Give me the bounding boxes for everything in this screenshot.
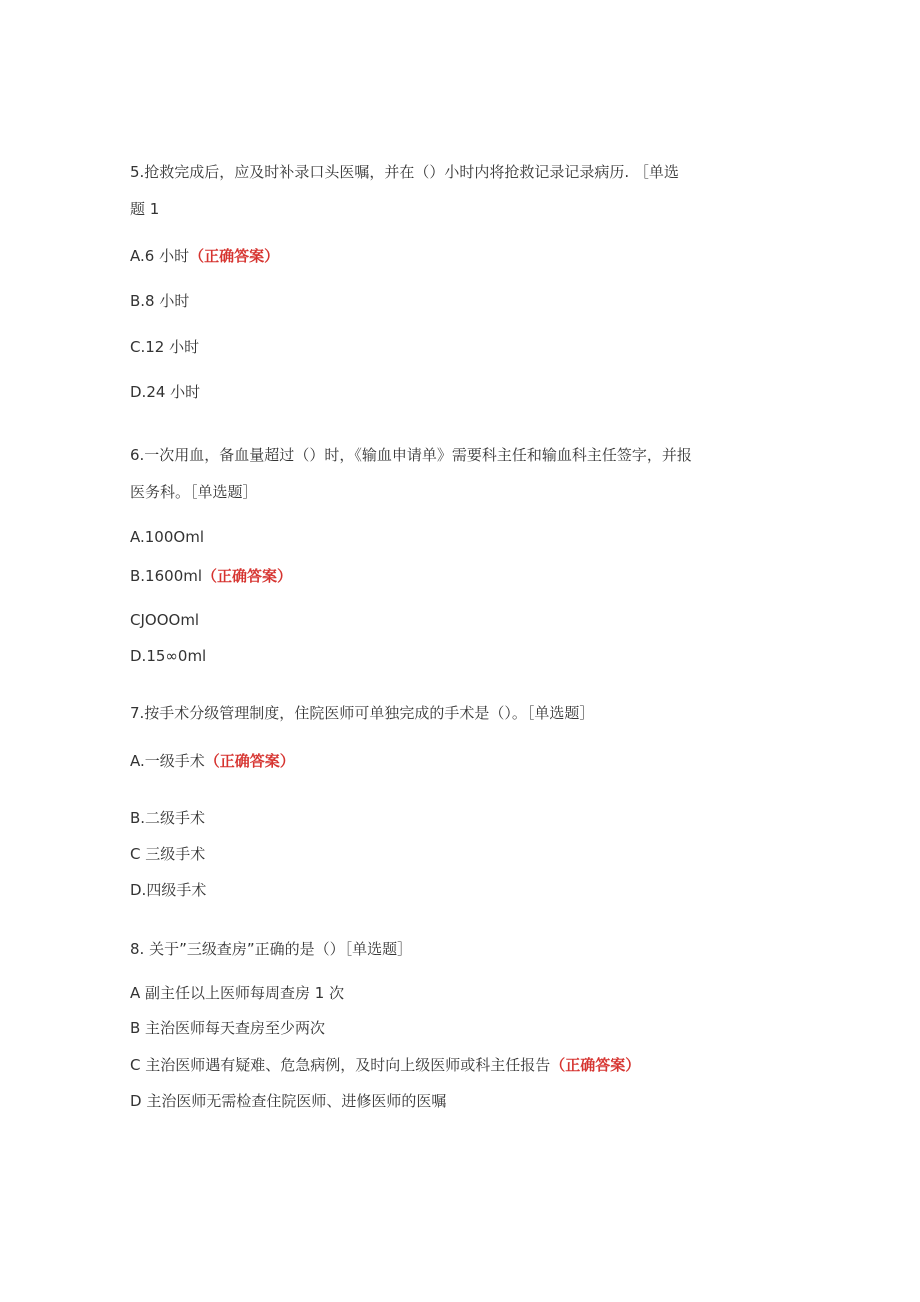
- question-5-text-line2: 题 1: [130, 200, 160, 218]
- question-6-text-line1: 6.一次用血，备血量超过（）时，《输血申请单》需要科主任和输血科主任签字，并报: [130, 446, 692, 464]
- question-7-option-c: C 三级手术: [130, 845, 206, 863]
- option-text: A.6 小时: [130, 247, 190, 265]
- question-5-text-line1: 5.抢救完成后，应及时补录口头医嘱，并在（）小时内将抢救记录记录病历. ［单选: [130, 163, 679, 181]
- correct-answer-mark: （正确答案）: [550, 1056, 641, 1074]
- question-5-option-c: C.12 小时: [130, 338, 200, 356]
- option-text: B.1600ml: [130, 567, 203, 585]
- question-8-option-d: D 主治医师无需检查住院医师、进修医师的医嘱: [130, 1092, 447, 1110]
- question-6-option-c: CJOOOml: [130, 611, 200, 629]
- question-6-option-a: A.100Oml: [130, 528, 204, 546]
- question-7-text-line1: 7.按手术分级管理制度，住院医师可单独完成的手术是（）。［单选题］: [130, 704, 595, 722]
- question-5-option-b: B.8 小时: [130, 292, 190, 310]
- option-text: A.一级手术: [130, 752, 205, 770]
- question-5-option-a: [130, 246, 279, 266]
- question-8-option-c: [130, 1055, 640, 1075]
- correct-answer-mark: （正确答案）: [204, 752, 295, 770]
- question-6-option-b: [130, 566, 292, 586]
- question-7-option-a: [130, 751, 295, 771]
- question-7-option-b: B.二级手术: [130, 809, 206, 827]
- correct-answer-mark: （正确答案）: [189, 247, 280, 265]
- question-7-option-d: D.四级手术: [130, 881, 207, 899]
- question-6-text-line2: 医务科。［单选题］: [130, 483, 258, 501]
- question-8-text-line1: 8. 关于”三级查房”正确的是（）［单选题］: [130, 940, 413, 958]
- question-8-option-b: B 主治医师每天查房至少两次: [130, 1019, 326, 1037]
- option-text: C 主治医师遇有疑难、危急病例，及时向上级医师或科主任报告: [130, 1056, 551, 1074]
- question-6-option-d: D.15∞0ml: [130, 647, 207, 665]
- question-8-option-a: A 副主任以上医师每周查房 1 次: [130, 984, 345, 1002]
- correct-answer-mark: （正确答案）: [202, 567, 293, 585]
- question-5-option-d: D.24 小时: [130, 383, 201, 401]
